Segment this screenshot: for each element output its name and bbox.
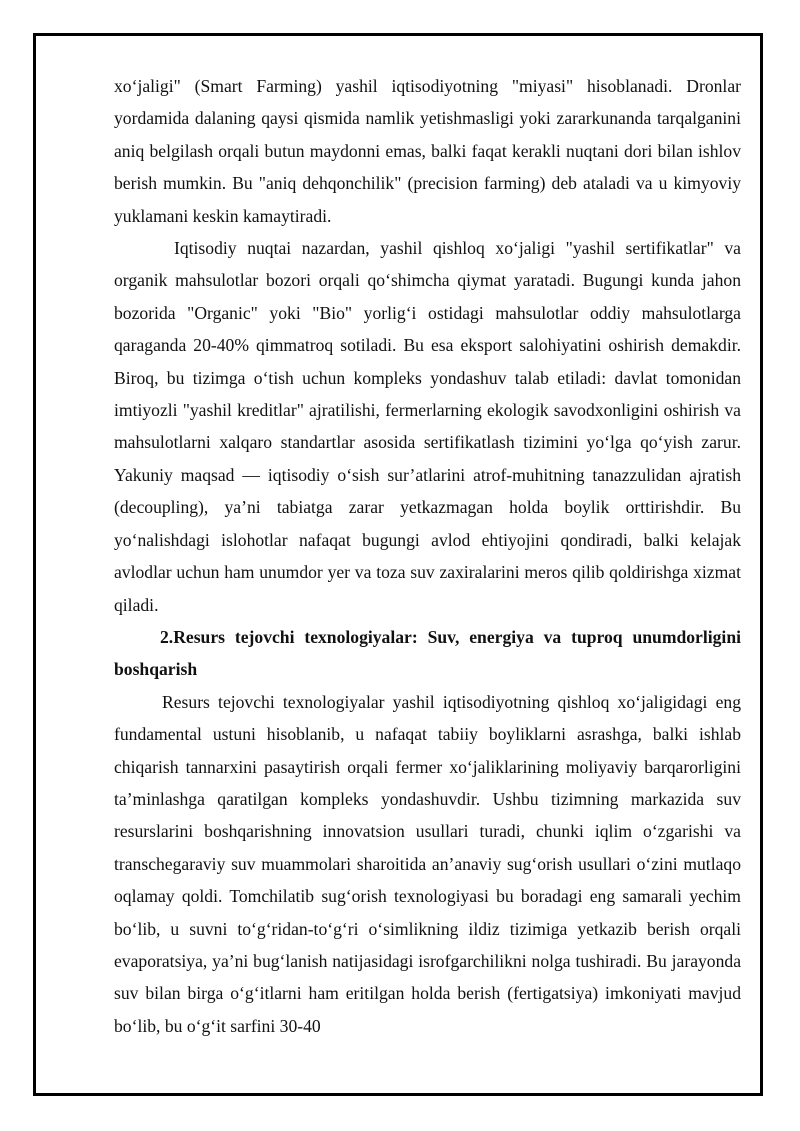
paragraph-smart-farming: xo‘jaligi" (Smart Farming) yashil iqtisodiyotning "miyasi" hisoblanadi. Dronlar yordamida dalaning qaysi qismida namlik yetishmasligi yoki zararkunanda tarqalganini aniq belgilash orqali butun maydonni emas, balki faqat kerakli nuqtani dori bilan ishlov berish mumkin. Bu "aniq dehqonchilik" (precision farming) deb ataladi va u kimyoviy yuklamani keskin kamaytiradi. <box>114 76 741 226</box>
paragraph-resource-saving: Resurs tejovchi texnologiyalar yashil iqtisodiyotning qishloq xo‘jaligidagi eng fundamental ustuni hisoblanib, u nafaqat tabiiy boyliklarni asrashga, balki ishlab chiqarish tannarxini pasaytirish orqali fermer xo‘jaliklarining moliyaviy barqarorligini ta’minlashga qaratilgan kompleks yondashuvdir. Ushbu tizimning markazida suv resurslarini boshqarishning innovatsion usullari turadi, chunki iqlim o‘zgarishi va transchegaraviy suv muammolari sharoitida an’anaviy sug‘orish usullari o‘zini mutlaqo oqlamay qoldi. Tomchilatib sug‘orish texnologiyasi bu boradagi eng samarali yechim bo‘lib, u suvni to‘g‘ridan-to‘g‘ri o‘simlikning ildiz tizimiga yetkazib berish orqali evaporatsiya, ya’ni bug‘lanish natijasidagi isrofgarchilikni nolga tushiradi. Bu jarayonda suv bilan birga o‘g‘itlarni ham eritilgan holda berish (fertigatsiya) imkoniyati mavjud bo‘lib, bu o‘g‘it sarfini 30-40 <box>114 691 741 1036</box>
section-heading-resource-saving: 2.Resurs tejovchi texnologiyalar: Suv, energiya va tuproq unumdorligini boshqarish <box>114 626 741 680</box>
paragraph-economic-view: Iqtisodiy nuqtai nazardan, yashil qishloq xo‘jaligi "yashil sertifikatlar" va organik mahsulotlar bozori orqali qo‘shimcha qiymat yaratadi. Bugungi kunda jahon bozorida "Organic" yoki "Bio" yorlig‘i ostidagi mahsulotlar oddiy mahsulotlarga qaraganda 20-40% qimmatroq sotiladi. Bu esa eksport salohiyatini oshirish demakdir. Biroq, bu tizimga o‘tish uchun kompleks yondashuv talab etiladi: davlat tomonidan imtiyozli "yashil kreditlar" ajratilishi, fermerlarning ekologik savodxonligini oshirish va mahsulotlarni xalqaro standartlar asosida sertifikatlash tizimini yo‘lga qo‘yish zarur. Yakuniy maqsad — iqtisodiy o‘sish sur’atlarini atrof-muhitning tanazzulidan ajratish (decoupling), ya’ni tabiatga zarar yetkazmagan holda boylik orttirishdir. Bu yo‘nalishdagi islohotlar nafaqat bugungi avlod ehtiyojini qondiradi, balki kelajak avlodlar uchun ham unumdor yer va toza suv zaxiralarini meros qilib qoldirishga xizmat qiladi. <box>114 238 741 615</box>
document-body <box>114 70 741 1042</box>
